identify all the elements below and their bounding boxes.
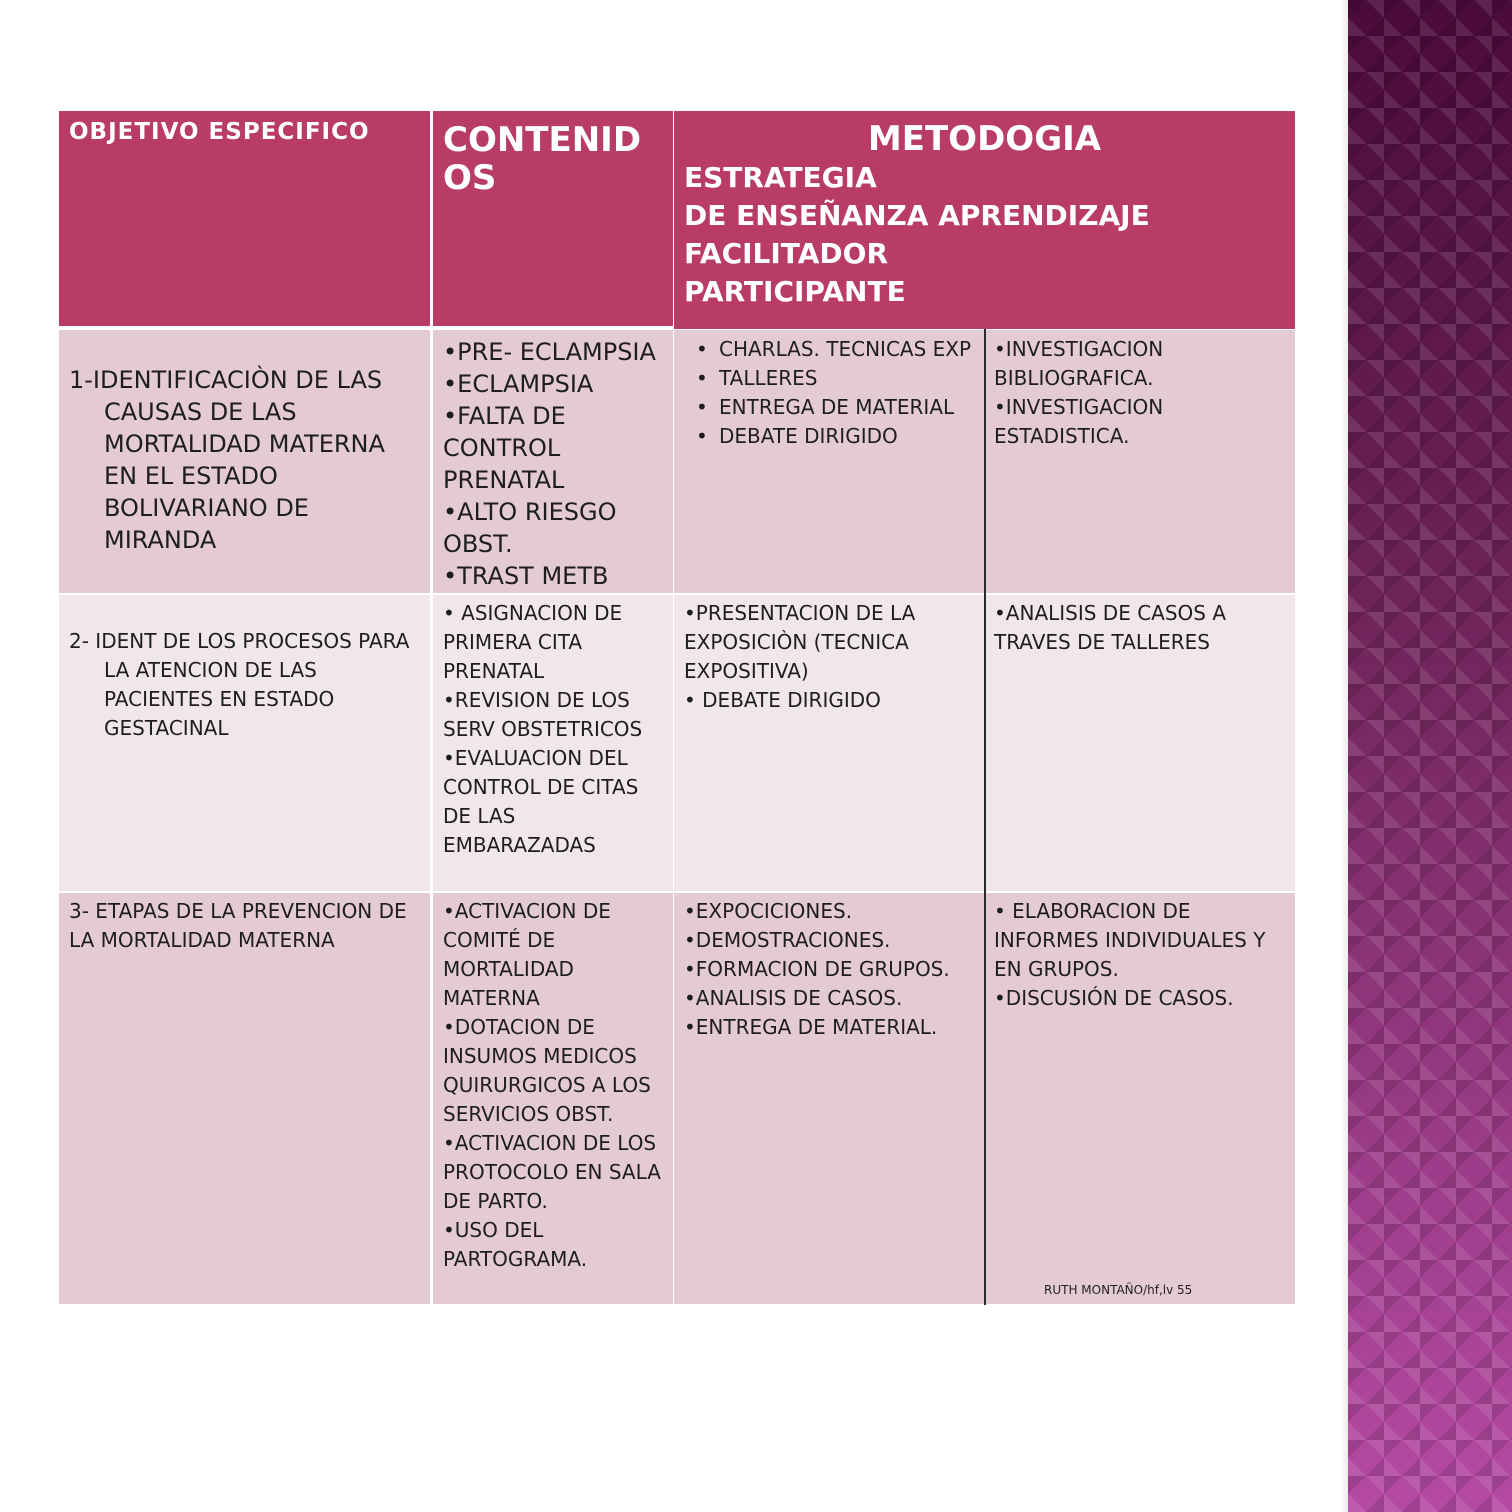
- list-item: • ACTIVACION DE LOS PROTOCOLO EN SALA DE PARTO.: [443, 1129, 663, 1216]
- list-item: • PRESENTACION DE LA EXPOSICIÒN (TECNICA EXPOSITIVA): [684, 599, 974, 686]
- row3-objetivo-cell: [59, 893, 430, 1304]
- row3-facilitador-cell: [674, 893, 984, 1304]
- list-item: • ELABORACION DE INFORMES INDIVIDUALES Y EN GRUPOS.: [994, 897, 1287, 984]
- row2-objetivo: 2- IDENT DE LOS PROCESOS PARA LA ATENCION DE LAS PACIENTES EN ESTADO GESTACINAL: [69, 629, 410, 740]
- list-item: • INVESTIGACION BIBLIOGRAFICA.: [994, 335, 1287, 393]
- header-metodologia: [674, 111, 1295, 329]
- row3-participante-cell: [986, 893, 1295, 1304]
- list-item: • EXPOCICIONES.: [684, 897, 974, 926]
- list-item: • ENTREGA DE MATERIAL.: [684, 1013, 974, 1042]
- row1-facilitador-cell: [674, 330, 984, 593]
- header-objetivo: OBJETIVO ESPECIFICO: [59, 111, 430, 326]
- row3-participante-list: [994, 897, 1287, 1013]
- row2-participante-cell: [986, 595, 1295, 891]
- list-item: • ANALISIS DE CASOS.: [684, 984, 974, 1013]
- row2-facilitador-list: [684, 599, 974, 715]
- row1-objetivo: 1-IDENTIFICACIÒN DE LAS CAUSAS DE LAS MORTALIDAD MATERNA EN EL ESTADO BOLIVARIANO DE MIRANDA: [69, 366, 385, 554]
- list-item: • DISCUSIÓN DE CASOS.: [994, 984, 1287, 1013]
- row2-objetivo-cell: [59, 595, 430, 891]
- row2-participante-list: [994, 599, 1287, 657]
- side-panel-shadow: [1340, 0, 1348, 1512]
- list-item: • EVALUACION DEL CONTROL DE CITAS DE LAS EMBARAZADAS: [443, 744, 663, 860]
- row2-contenidos-cell: [433, 595, 673, 891]
- metodologia-line: PARTICIPANTE: [684, 275, 906, 308]
- row3-objetivo: 3- ETAPAS DE LA PREVENCION DE LA MORTALIDAD MATERNA: [69, 899, 407, 952]
- metodologia-line: FACILITADOR: [684, 237, 889, 270]
- row1-contenidos-list: [443, 336, 663, 592]
- author-footer: RUTH MONTAÑO/hf,lv 55: [1044, 1283, 1193, 1297]
- list-item: • REVISION DE LOS SERV OBSTETRICOS: [443, 686, 663, 744]
- list-item: • TALLERES: [684, 364, 974, 393]
- list-item: • ECLAMPSIA: [443, 368, 663, 400]
- list-item: • CHARLAS. TECNICAS EXP: [684, 335, 974, 364]
- row1-participante-list: [994, 335, 1287, 451]
- row2-contenidos-list: [443, 599, 663, 860]
- list-item: • TRAST METB: [443, 560, 663, 592]
- row1-contenidos-cell: [433, 330, 673, 593]
- row1-objetivo-cell: [59, 330, 430, 593]
- list-item: • FORMACION DE GRUPOS.: [684, 955, 974, 984]
- row2-facilitador-cell: [674, 595, 984, 891]
- metodologia-title: METODOGIA: [867, 119, 1102, 159]
- list-item: • ENTREGA DE MATERIAL: [684, 393, 974, 422]
- list-item: • FALTA DE CONTROL PRENATAL: [443, 400, 663, 496]
- list-item: • PRE- ECLAMPSIA: [443, 336, 663, 368]
- list-item: • ALTO RIESGO OBST.: [443, 496, 663, 560]
- row1-facilitador-list: [684, 335, 974, 451]
- column-divider: [984, 329, 986, 1305]
- list-item: • ACTIVACION DE COMITÉ DE MORTALIDAD MATERNA: [443, 897, 663, 1013]
- list-item: • DOTACION DE INSUMOS MEDICOS QUIRURGICOS A LOS SERVICIOS OBST.: [443, 1013, 663, 1129]
- row3-contenidos-cell: [433, 893, 673, 1304]
- list-item: • ASIGNACION DE PRIMERA CITA PRENATAL: [443, 599, 663, 686]
- metodologia-line: ESTRATEGIA: [684, 161, 877, 194]
- list-item: • DEBATE DIRIGIDO: [684, 422, 974, 451]
- list-item: • ANALISIS DE CASOS A TRAVES DE TALLERES: [994, 599, 1287, 657]
- list-item: • DEMOSTRACIONES.: [684, 926, 974, 955]
- list-item: • INVESTIGACION ESTADISTICA.: [994, 393, 1287, 451]
- row3-facilitador-list: [684, 897, 974, 1042]
- row1-participante-cell: [986, 330, 1295, 593]
- row3-contenidos-list: [443, 897, 663, 1274]
- decorative-side-panel: [1348, 0, 1512, 1512]
- header-contenidos: CONTENIDOS: [433, 111, 673, 326]
- list-item: • DEBATE DIRIGIDO: [684, 686, 974, 715]
- metodologia-line: DE ENSEÑANZA APRENDIZAJE: [684, 199, 1150, 232]
- list-item: • USO DEL PARTOGRAMA.: [443, 1216, 663, 1274]
